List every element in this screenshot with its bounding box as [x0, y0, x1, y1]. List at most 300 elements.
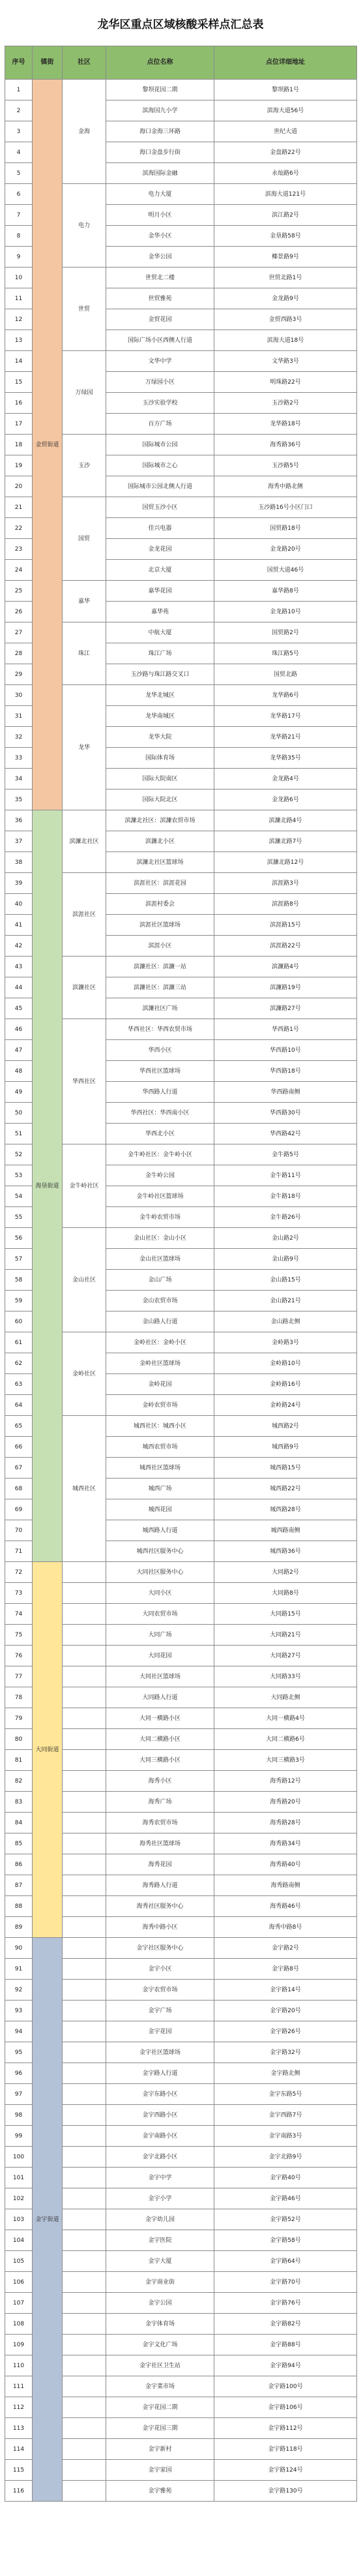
community-cell: [63, 1792, 106, 1813]
site-name: 电力大厦: [106, 184, 214, 205]
row-number: 28: [5, 643, 33, 664]
community-cell: [63, 2314, 106, 2335]
community-cell: [63, 2272, 106, 2293]
site-name: 珠江广场: [106, 643, 214, 664]
row-number: 110: [5, 2355, 33, 2376]
site-name: 国际城市公园北侧人行道: [106, 476, 214, 497]
row-number: 76: [5, 1646, 33, 1666]
site-address: 国贸大道46号: [214, 560, 357, 581]
site-address: 金宇路14号: [214, 1980, 357, 2001]
site-address: 金牛路5号: [214, 1144, 357, 1165]
community-cell: [63, 1980, 106, 2001]
site-name: 金宇家园: [106, 2460, 214, 2481]
community-cell: [63, 1750, 106, 1771]
site-name: 海秀中路小区: [106, 1917, 214, 1938]
site-address: 大同路北侧: [214, 1687, 357, 1708]
community-cell: [63, 1917, 106, 1938]
row-number: 82: [5, 1771, 33, 1792]
site-address: 金宇路46号: [214, 2188, 357, 2209]
site-address: 金宇路88号: [214, 2335, 357, 2355]
row-number: 73: [5, 1583, 33, 1604]
site-name: 金宇花园: [106, 2021, 214, 2042]
site-address: 国贸路2号: [214, 622, 357, 643]
row-number: 2: [5, 100, 33, 121]
site-address: 海秀路34号: [214, 1833, 357, 1854]
site-name: 金宇南路小区: [106, 2126, 214, 2147]
site-name: 城西社区篮球场: [106, 1458, 214, 1479]
site-address: 海秀路36号: [214, 435, 357, 455]
site-address: 国贸北路: [214, 664, 357, 685]
site-address: 龙华路6号: [214, 685, 357, 706]
site-address: 嘉华路8号: [214, 581, 357, 602]
site-name: 城西花园: [106, 1499, 214, 1520]
site-name: 金宇东路小区: [106, 2084, 214, 2105]
site-address: 金山路15号: [214, 1270, 357, 1291]
site-name: 华西社区：华西南小区: [106, 1103, 214, 1124]
header-no: 序号: [5, 46, 33, 80]
row-number: 20: [5, 476, 33, 497]
site-address: 华西路1号: [214, 1019, 357, 1040]
community-cell: [63, 1625, 106, 1646]
site-address: 金宇路100号: [214, 2376, 357, 2397]
site-address: 金宇路32号: [214, 2042, 357, 2063]
community-cell: 金岭社区: [63, 1332, 106, 1416]
row-number: 16: [5, 393, 33, 414]
site-address: 金宇东路5号: [214, 2084, 357, 2105]
row-number: 31: [5, 706, 33, 727]
site-name: 金宇小学: [106, 2188, 214, 2209]
site-name: 金宇花园三期: [106, 2418, 214, 2439]
community-cell: [63, 1813, 106, 1833]
site-name: 金宇西路小区: [106, 2105, 214, 2126]
page-title: 龙华区重点区域核酸采样点汇总表: [97, 18, 264, 31]
row-number: 74: [5, 1604, 33, 1625]
site-name: 金山农贸市场: [106, 1291, 214, 1311]
community-cell: [63, 2126, 106, 2147]
row-number: 98: [5, 2105, 33, 2126]
row-number: 38: [5, 852, 33, 873]
community-cell: [63, 1666, 106, 1687]
site-name: 城西农贸市场: [106, 1437, 214, 1458]
site-address: 金宇南路3号: [214, 2126, 357, 2147]
row-number: 99: [5, 2126, 33, 2147]
site-name: 金牛岭社区：金牛岭小区: [106, 1144, 214, 1165]
site-name: 金宇幼儿园: [106, 2209, 214, 2230]
site-name: 金山广场: [106, 1270, 214, 1291]
site-name: 华西路人行道: [106, 1082, 214, 1103]
site-name: 金宇小区: [106, 1959, 214, 1980]
site-name: 国际城市之心: [106, 455, 214, 476]
site-address: 金宇路130号: [214, 2481, 357, 2502]
site-address: 金宇路20号: [214, 2001, 357, 2021]
community-cell: [63, 2147, 106, 2168]
row-number: 19: [5, 455, 33, 476]
row-number: 96: [5, 2063, 33, 2084]
site-address: 金牛路11号: [214, 1165, 357, 1186]
row-number: 79: [5, 1708, 33, 1729]
row-number: 62: [5, 1353, 33, 1374]
row-number: 80: [5, 1729, 33, 1750]
site-name: 百方广场: [106, 414, 214, 435]
row-number: 48: [5, 1061, 33, 1082]
site-address: 滨涯路22号: [214, 936, 357, 957]
site-address: 金宇路70号: [214, 2272, 357, 2293]
site-name: 金宇广场: [106, 2001, 214, 2021]
site-address: 龙华路18号: [214, 414, 357, 435]
community-cell: 金牛岭社区: [63, 1144, 106, 1228]
row-number: 65: [5, 1416, 33, 1437]
row-number: 67: [5, 1458, 33, 1479]
site-address: 城西路2号: [214, 1416, 357, 1437]
site-address: 海秀路20号: [214, 1792, 357, 1813]
site-address: 滨濂路19号: [214, 977, 357, 998]
site-address: 金宇路40号: [214, 2168, 357, 2188]
site-address: 国贸路18号: [214, 518, 357, 539]
site-name: 国贸玉沙小区: [106, 497, 214, 518]
row-number: 89: [5, 1917, 33, 1938]
community-cell: 滨濂北社区: [63, 810, 106, 873]
community-cell: 城西社区: [63, 1416, 106, 1562]
site-address: 海秀路南侧: [214, 1875, 357, 1896]
sampling-sites-table: [5, 46, 357, 2502]
site-address: 滨濂北路7号: [214, 831, 357, 852]
row-number: 103: [5, 2209, 33, 2230]
site-name: 金宇中学: [106, 2168, 214, 2188]
site-address: 滨江路2号: [214, 205, 357, 226]
community-cell: [63, 2293, 106, 2314]
site-name: 城西路人行道: [106, 1520, 214, 1541]
row-number: 107: [5, 2293, 33, 2314]
table-row: [5, 80, 357, 100]
site-name: 海秀农贸市场: [106, 1813, 214, 1833]
site-address: 金岭路24号: [214, 1395, 357, 1416]
row-number: 41: [5, 915, 33, 936]
community-cell: [63, 1938, 106, 1959]
site-name: 金贸花园: [106, 309, 214, 330]
site-address: 龙华路17号: [214, 706, 357, 727]
row-number: 69: [5, 1499, 33, 1520]
row-number: 8: [5, 226, 33, 247]
row-number: 70: [5, 1520, 33, 1541]
row-number: 61: [5, 1332, 33, 1353]
site-name: 滨涯小区: [106, 936, 214, 957]
row-number: 42: [5, 936, 33, 957]
row-number: 4: [5, 142, 33, 163]
site-name: 中航大厦: [106, 622, 214, 643]
site-name: 金华小区: [106, 226, 214, 247]
community-cell: 嘉华: [63, 581, 106, 622]
site-name: 世贸北二楼: [106, 268, 214, 288]
site-name: 佳兴电器: [106, 518, 214, 539]
site-name: 万绿园小区: [106, 372, 214, 393]
row-number: 101: [5, 2168, 33, 2188]
site-name: 金宇商业街: [106, 2272, 214, 2293]
site-name: 金牛岭公园: [106, 1165, 214, 1186]
row-number: 21: [5, 497, 33, 518]
site-address: 滨濂北路12号: [214, 852, 357, 873]
community-cell: [63, 2001, 106, 2021]
site-address: 海秀路12号: [214, 1771, 357, 1792]
site-name: 嘉华苑: [106, 602, 214, 622]
site-name: 国际大院北区: [106, 790, 214, 810]
community-cell: 国贸: [63, 497, 106, 581]
site-name: 华西社区篮球场: [106, 1061, 214, 1082]
row-number: 87: [5, 1875, 33, 1896]
site-name: 金宇路人行道: [106, 2063, 214, 2084]
row-number: 12: [5, 309, 33, 330]
row-number: 112: [5, 2397, 33, 2418]
site-name: 金牛岭农贸市场: [106, 1207, 214, 1228]
row-number: 30: [5, 685, 33, 706]
site-name: 大同社区服务中心: [106, 1562, 214, 1583]
header-name: 点位名称: [106, 46, 214, 80]
row-number: 93: [5, 2001, 33, 2021]
row-number: 37: [5, 831, 33, 852]
community-cell: 滨涯社区: [63, 873, 106, 957]
community-cell: [63, 2376, 106, 2397]
site-name: 黎坝花园二期: [106, 80, 214, 100]
community-cell: [63, 2481, 106, 2502]
community-cell: [63, 2251, 106, 2272]
site-address: 明珠路22号: [214, 372, 357, 393]
site-address: 大同路2号: [214, 1562, 357, 1583]
row-number: 114: [5, 2439, 33, 2460]
row-number: 78: [5, 1687, 33, 1708]
site-name: 海秀小区: [106, 1771, 214, 1792]
community-cell: 金海: [63, 80, 106, 184]
row-number: 15: [5, 372, 33, 393]
site-address: 金龙路10号: [214, 602, 357, 622]
row-number: 55: [5, 1207, 33, 1228]
site-address: 金宇路北侧: [214, 2063, 357, 2084]
site-name: 海秀社区服务中心: [106, 1896, 214, 1917]
site-address: 城西路9号: [214, 1437, 357, 1458]
community-cell: [63, 2042, 106, 2063]
site-name: 金宇体育场: [106, 2314, 214, 2335]
community-cell: [63, 1562, 106, 1583]
site-address: 金宇北路9号: [214, 2147, 357, 2168]
row-number: 29: [5, 664, 33, 685]
site-name: 金岭农贸市场: [106, 1395, 214, 1416]
site-address: 金岭路16号: [214, 1374, 357, 1395]
site-address: 大同三横路3号: [214, 1750, 357, 1771]
site-address: 城西路28号: [214, 1499, 357, 1520]
site-address: 金垦路58号: [214, 226, 357, 247]
site-name: 大同广场: [106, 1625, 214, 1646]
row-number: 22: [5, 518, 33, 539]
site-name: 城西广场: [106, 1479, 214, 1499]
site-address: 城西路南侧: [214, 1520, 357, 1541]
community-cell: [63, 2209, 106, 2230]
site-address: 金宇路76号: [214, 2293, 357, 2314]
site-address: 滨涯路8号: [214, 894, 357, 915]
site-name: 玉沙路与珠江路交叉口: [106, 664, 214, 685]
site-address: 玉沙路5号: [214, 455, 357, 476]
site-address: 金宇路106号: [214, 2397, 357, 2418]
site-address: 滨濂路4号: [214, 957, 357, 977]
site-address: 金龙路20号: [214, 539, 357, 560]
row-number: 116: [5, 2481, 33, 2502]
community-cell: [63, 1959, 106, 1980]
community-cell: 龙华: [63, 685, 106, 810]
site-name: 海口金盘步行街: [106, 142, 214, 163]
street-cell: 金宇街道: [33, 1938, 63, 2502]
site-name: 滨濂社区广场: [106, 998, 214, 1019]
row-number: 91: [5, 1959, 33, 1980]
site-name: 滨涯社区：滨涯花园: [106, 873, 214, 894]
row-number: 14: [5, 351, 33, 372]
community-cell: [63, 1708, 106, 1729]
row-number: 56: [5, 1228, 33, 1249]
site-name: 金宇公园: [106, 2293, 214, 2314]
row-number: 95: [5, 2042, 33, 2063]
site-address: 金岭路10号: [214, 1353, 357, 1374]
site-name: 金宇大厦: [106, 2251, 214, 2272]
site-address: 金龙路9号: [214, 288, 357, 309]
site-name: 金宇新村: [106, 2439, 214, 2460]
site-address: 城西路36号: [214, 1541, 357, 1562]
header-community: 社区: [63, 46, 106, 80]
site-address: 椰景路9号: [214, 247, 357, 268]
site-name: 金宇农贸市场: [106, 1980, 214, 2001]
site-name: 金宇雅苑: [106, 2481, 214, 2502]
row-number: 54: [5, 1186, 33, 1207]
row-number: 40: [5, 894, 33, 915]
site-address: 海秀路28号: [214, 1813, 357, 1833]
row-number: 81: [5, 1750, 33, 1771]
row-number: 13: [5, 330, 33, 351]
row-number: 34: [5, 769, 33, 790]
street-cell: 海垦街道: [33, 810, 63, 1562]
row-number: 108: [5, 2314, 33, 2335]
site-name: 金宇社区篮球场: [106, 2042, 214, 2063]
street-cell: 大同街道: [33, 1562, 63, 1938]
community-cell: [63, 2460, 106, 2481]
site-name: 华西社区：华西农贸市场: [106, 1019, 214, 1040]
row-number: 51: [5, 1124, 33, 1144]
community-cell: [63, 1687, 106, 1708]
table-row: [5, 810, 357, 831]
row-number: 46: [5, 1019, 33, 1040]
site-address: 海秀路40号: [214, 1854, 357, 1875]
row-number: 36: [5, 810, 33, 831]
site-name: 海口金海三环路: [106, 121, 214, 142]
site-address: 金宇路94号: [214, 2355, 357, 2376]
site-address: 滨海大道56号: [214, 100, 357, 121]
site-name: 金宇花园二期: [106, 2397, 214, 2418]
row-number: 97: [5, 2084, 33, 2105]
community-cell: 电力: [63, 184, 106, 268]
row-number: 52: [5, 1144, 33, 1165]
row-number: 100: [5, 2147, 33, 2168]
site-address: 大同路27号: [214, 1646, 357, 1666]
site-address: 黎坝路1号: [214, 80, 357, 100]
site-name: 大同三横路小区: [106, 1750, 214, 1771]
site-name: 大同二横路小区: [106, 1729, 214, 1750]
site-address: 龙华路21号: [214, 727, 357, 748]
community-cell: 世贸: [63, 268, 106, 351]
site-address: 珠江路5号: [214, 643, 357, 664]
site-name: 滨海国九小学: [106, 100, 214, 121]
row-number: 57: [5, 1249, 33, 1270]
row-number: 104: [5, 2230, 33, 2251]
row-number: 50: [5, 1103, 33, 1124]
site-name: 大同农贸市场: [106, 1604, 214, 1625]
site-name: 滨海国际金融: [106, 163, 214, 184]
row-number: 26: [5, 602, 33, 622]
site-name: 城西社区服务中心: [106, 1541, 214, 1562]
community-cell: [63, 2063, 106, 2084]
site-name: 海秀路人行道: [106, 1875, 214, 1896]
community-cell: [63, 1875, 106, 1896]
row-number: 3: [5, 121, 33, 142]
site-name: 滨濂北小区: [106, 831, 214, 852]
table-row: [5, 1562, 357, 1583]
site-address: 金宇路112号: [214, 2418, 357, 2439]
site-name: 海秀广场: [106, 1792, 214, 1813]
community-cell: [63, 2230, 106, 2251]
site-address: 玉沙路16号小区门口: [214, 497, 357, 518]
row-number: 23: [5, 539, 33, 560]
site-address: 金山路9号: [214, 1249, 357, 1270]
site-address: 金牛路26号: [214, 1207, 357, 1228]
community-cell: 玉沙: [63, 435, 106, 497]
site-address: 滨濂路27号: [214, 998, 357, 1019]
site-name: 国际广场小区西侧人行道: [106, 330, 214, 351]
row-number: 72: [5, 1562, 33, 1583]
community-cell: [63, 1833, 106, 1854]
site-address: 大同路8号: [214, 1583, 357, 1604]
site-address: 金龙路6号: [214, 790, 357, 810]
site-name: 金龙花园: [106, 539, 214, 560]
site-name: 大同路人行道: [106, 1687, 214, 1708]
site-address: 滨海大道18号: [214, 330, 357, 351]
site-address: 华西路南侧: [214, 1082, 357, 1103]
site-address: 金山路21号: [214, 1291, 357, 1311]
row-number: 77: [5, 1666, 33, 1687]
site-name: 金宇菜市场: [106, 2376, 214, 2397]
row-number: 71: [5, 1541, 33, 1562]
site-address: 永灿路6号: [214, 163, 357, 184]
community-cell: 万绿园: [63, 351, 106, 435]
site-address: 大同一横路4号: [214, 1708, 357, 1729]
community-cell: 珠江: [63, 622, 106, 685]
site-name: 世贸雅苑: [106, 288, 214, 309]
row-number: 18: [5, 435, 33, 455]
row-number: 27: [5, 622, 33, 643]
row-number: 5: [5, 163, 33, 184]
row-number: 33: [5, 748, 33, 769]
row-number: 32: [5, 727, 33, 748]
row-number: 102: [5, 2188, 33, 2209]
row-number: 47: [5, 1040, 33, 1061]
row-number: 63: [5, 1374, 33, 1395]
site-name: 滨濂北社区：滨濂农贸市场: [106, 810, 214, 831]
site-address: 龙华路35号: [214, 748, 357, 769]
site-address: 滨涯路15号: [214, 915, 357, 936]
site-name: 滨涯社区篮球场: [106, 915, 214, 936]
row-number: 6: [5, 184, 33, 205]
row-number: 85: [5, 1833, 33, 1854]
site-name: 文华中学: [106, 351, 214, 372]
row-number: 24: [5, 560, 33, 581]
row-number: 105: [5, 2251, 33, 2272]
site-address: 大同二横路6号: [214, 1729, 357, 1750]
table-body: [5, 80, 357, 2502]
site-name: 明月小区: [106, 205, 214, 226]
row-number: 45: [5, 998, 33, 1019]
community-cell: [63, 1896, 106, 1917]
